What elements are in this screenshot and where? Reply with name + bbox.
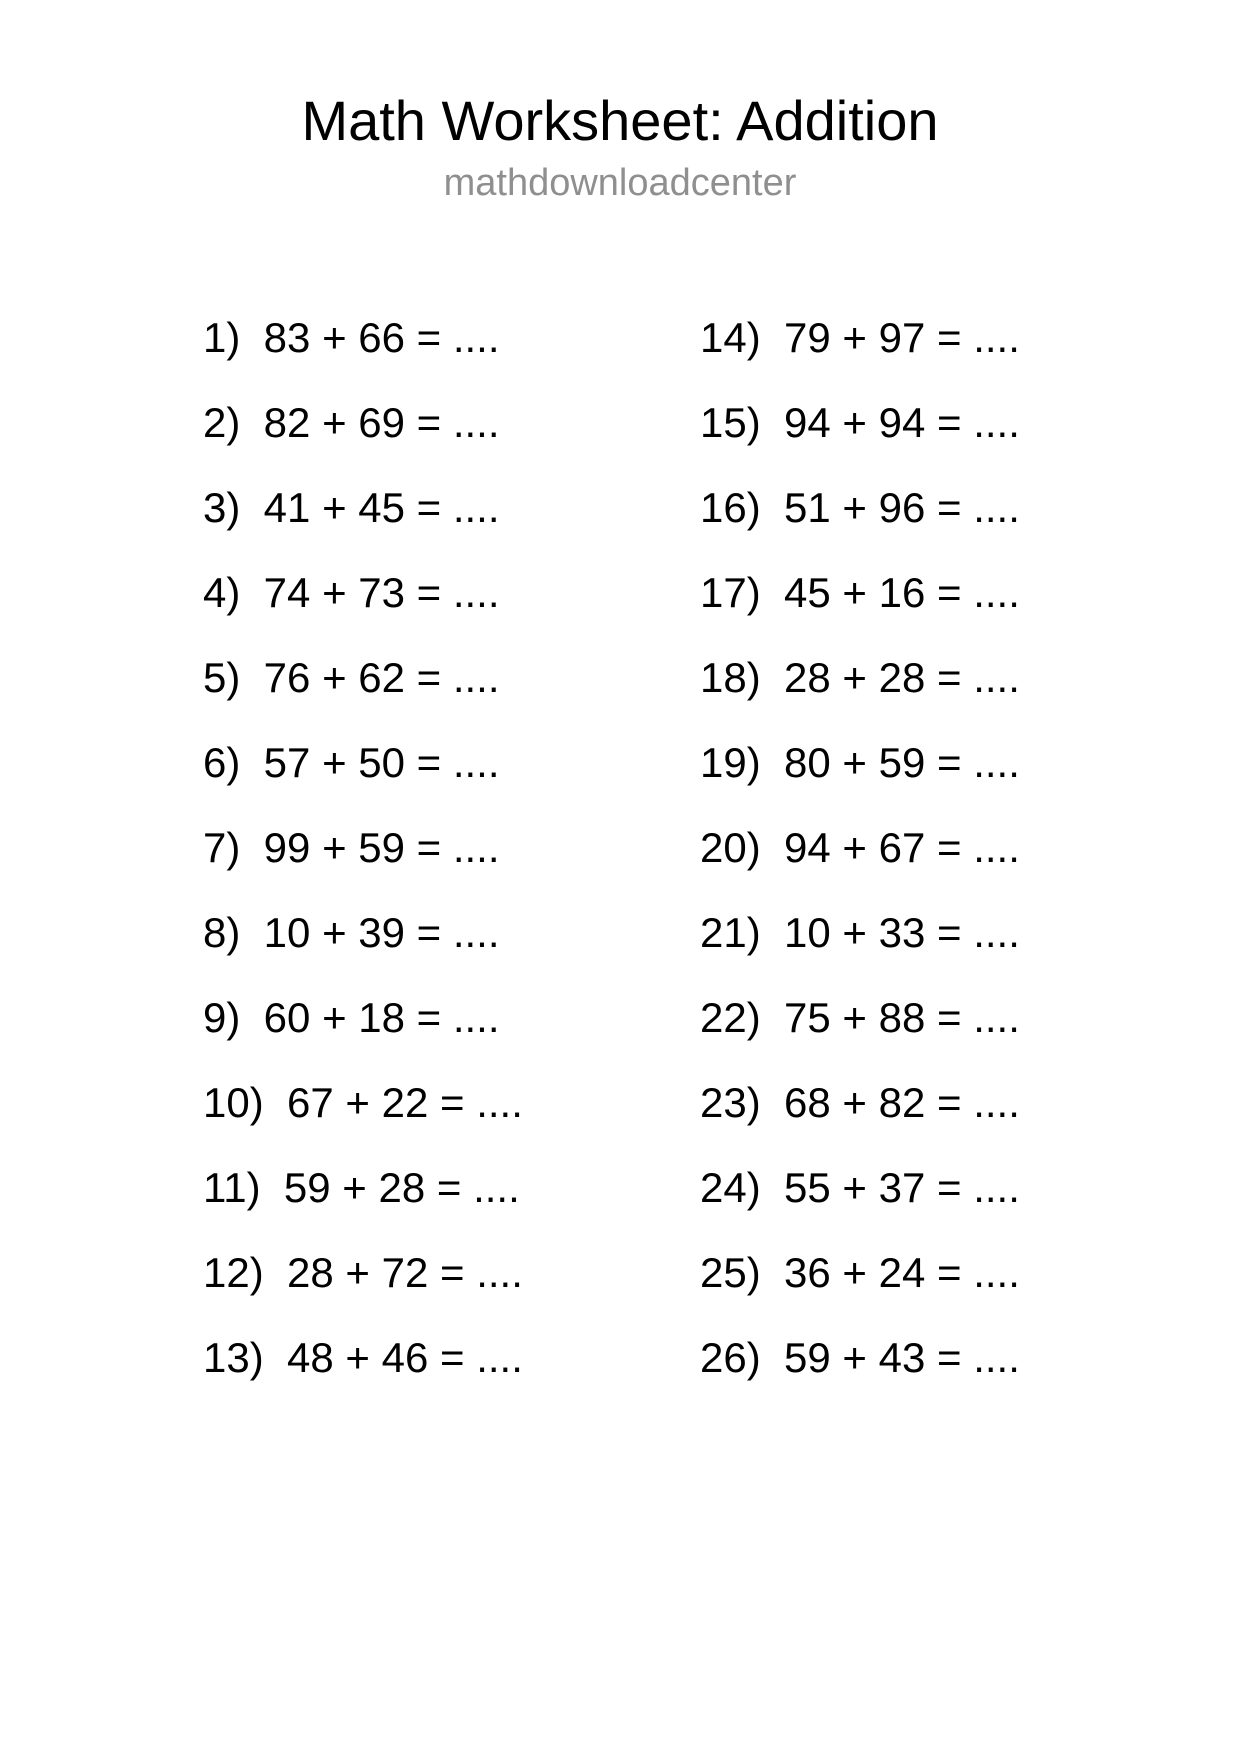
problem-row: 10) 67 + 22 = .... (203, 1079, 523, 1126)
problem-row: 15) 94 + 94 = .... (700, 399, 1020, 446)
problem-row: 17) 45 + 16 = .... (700, 569, 1020, 616)
problem-row: 6) 57 + 50 = .... (203, 739, 500, 786)
problems-column-right (700, 295, 1020, 1400)
problem-row: 18) 28 + 28 = .... (700, 654, 1020, 701)
watermark-subtitle: mathdownloadcenter (443, 162, 797, 204)
problem-row: 20) 94 + 67 = .... (700, 824, 1020, 871)
problem-row: 5) 76 + 62 = .... (203, 654, 500, 701)
problem-row: 9) 60 + 18 = .... (203, 994, 500, 1041)
problem-row: 22) 75 + 88 = .... (700, 994, 1020, 1041)
problem-row: 21) 10 + 33 = .... (700, 909, 1020, 956)
problem-row: 12) 28 + 72 = .... (203, 1249, 523, 1296)
problem-row: 7) 99 + 59 = .... (203, 824, 500, 871)
problem-row: 25) 36 + 24 = .... (700, 1249, 1020, 1296)
problem-row: 13) 48 + 46 = .... (203, 1334, 523, 1381)
problem-row: 23) 68 + 82 = .... (700, 1079, 1020, 1126)
problem-row: 26) 59 + 43 = .... (700, 1334, 1020, 1381)
problems-column-left (203, 295, 523, 1400)
problem-row: 1) 83 + 66 = .... (203, 314, 500, 361)
problem-row: 16) 51 + 96 = .... (700, 484, 1020, 531)
problem-row: 11) 59 + 28 = .... (203, 1164, 520, 1211)
problem-row: 3) 41 + 45 = .... (203, 484, 500, 531)
problem-row: 4) 74 + 73 = .... (203, 569, 500, 616)
problem-row: 8) 10 + 39 = .... (203, 909, 500, 956)
page-title: Math Worksheet: Addition (301, 89, 939, 152)
problem-row: 2) 82 + 69 = .... (203, 399, 500, 446)
problem-row: 19) 80 + 59 = .... (700, 739, 1020, 786)
problem-row: 24) 55 + 37 = .... (700, 1164, 1020, 1211)
problem-row: 14) 79 + 97 = .... (700, 314, 1020, 361)
